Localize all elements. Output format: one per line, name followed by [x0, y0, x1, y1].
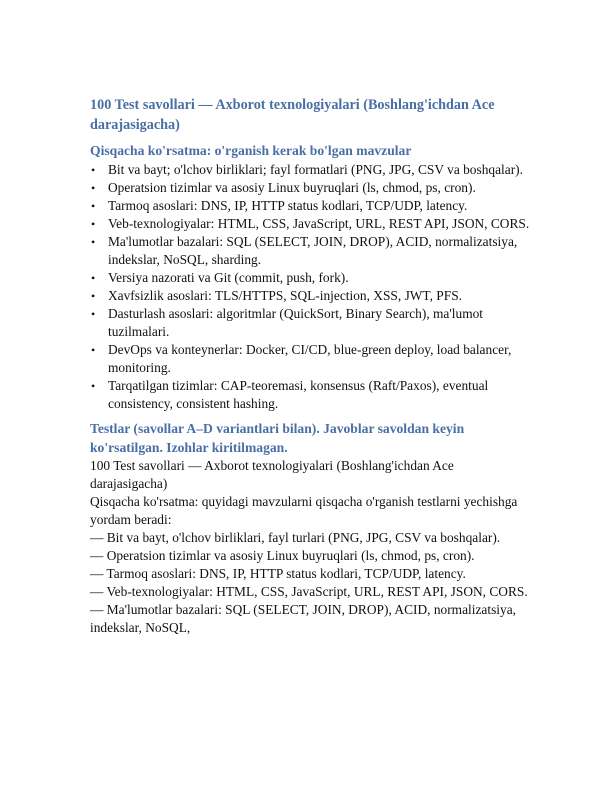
bullet-icon: • [91, 289, 96, 303]
list-item [90, 287, 530, 305]
body-line: — Bit va bayt, o'lchov birliklari, fayl turlari (PNG, JPG, CSV va boshqalar). [90, 530, 501, 545]
bullet-icon: • [91, 181, 96, 195]
topic-text: Versiya nazorati va Git (commit, push, fork). [108, 270, 349, 285]
topic-text: Dasturlash asoslari: algoritmlar (QuickSort, Binary Search), ma'lumot tuzilmalari. [108, 306, 484, 339]
topic-text: Operatsion tizimlar va asosiy Linux buyruqlari (ls, chmod, ps, cron). [108, 180, 476, 195]
body-paragraph: 100 Test savollari — Axborot texnologiyalari (Boshlang'ichdan Ace darajasigacha) [90, 458, 454, 491]
bullet-icon: • [91, 379, 96, 393]
bullet-icon: • [91, 307, 96, 321]
bullet-icon: • [91, 271, 96, 285]
bullet-icon: • [91, 217, 96, 231]
bullet-icon: • [91, 235, 96, 249]
list-item [90, 197, 530, 215]
body-paragraph: Qisqacha ko'rsatma: quyidagi mavzularni qisqacha o'rganish testlarni yechishga yordam beradi: [90, 494, 518, 527]
bullet-icon: • [91, 163, 96, 177]
bullet-icon: • [91, 343, 96, 357]
bullet-icon: • [91, 199, 96, 213]
topic-text: Xavfsizlik asoslari: TLS/HTTPS, SQL-injection, XSS, JWT, PFS. [108, 288, 462, 303]
topic-text: Tarqatilgan tizimlar: CAP-teoremasi, konsensus (Raft/Paxos), eventual consistency, consistent hashing. [108, 378, 489, 411]
list-item [90, 179, 530, 197]
list-item [90, 377, 530, 413]
body-line: — Veb-texnologiyalar: HTML, CSS, JavaScript, URL, REST API, JSON, CORS. [90, 584, 528, 599]
body-line: — Ma'lumotlar bazalari: SQL (SELECT, JOIN, DROP), ACID, normalizatsiya, indekslar, NoSQL, [90, 602, 517, 635]
topic-text: Bit va bayt; o'lchov birliklari; fayl formatlari (PNG, JPG, CSV va boshqalar). [108, 162, 523, 177]
list-item [90, 215, 530, 233]
document-title: 100 Test savollari — Axborot texnologiyalari (Boshlang'ichdan Ace darajasigacha) [90, 97, 495, 133]
topics-list [90, 161, 530, 413]
body-line: — Tarmoq asoslari: DNS, IP, HTTP status kodlari, TCP/UDP, latency. [90, 566, 466, 581]
topic-text: DevOps va konteynerlar: Docker, CI/CD, blue-green deploy, load balancer, monitoring. [108, 342, 512, 375]
topic-text: Tarmoq asoslari: DNS, IP, HTTP status kodlari, TCP/UDP, latency. [108, 198, 468, 213]
list-item [90, 269, 530, 287]
tests-heading: Testlar (savollar A–D variantlari bilan). Javoblar savoldan keyin ko'rsatilgan. Izohlar kiritilmagan. [90, 421, 465, 455]
list-item [90, 233, 530, 269]
list-item [90, 305, 530, 341]
topic-text: Ma'lumotlar bazalari: SQL (SELECT, JOIN, DROP), ACID, normalizatsiya, indekslar, NoSQL, sharding. [108, 234, 518, 267]
summary-heading: Qisqacha ko'rsatma: o'rganish kerak bo'lgan mavzular [90, 143, 412, 158]
topic-text: Veb-texnologiyalar: HTML, CSS, JavaScript, URL, REST API, JSON, CORS. [108, 216, 530, 231]
body-line: — Operatsion tizimlar va asosiy Linux buyruqlari (ls, chmod, ps, cron). [90, 548, 475, 563]
list-item [90, 341, 530, 377]
list-item [90, 161, 530, 179]
document-page [90, 95, 530, 637]
